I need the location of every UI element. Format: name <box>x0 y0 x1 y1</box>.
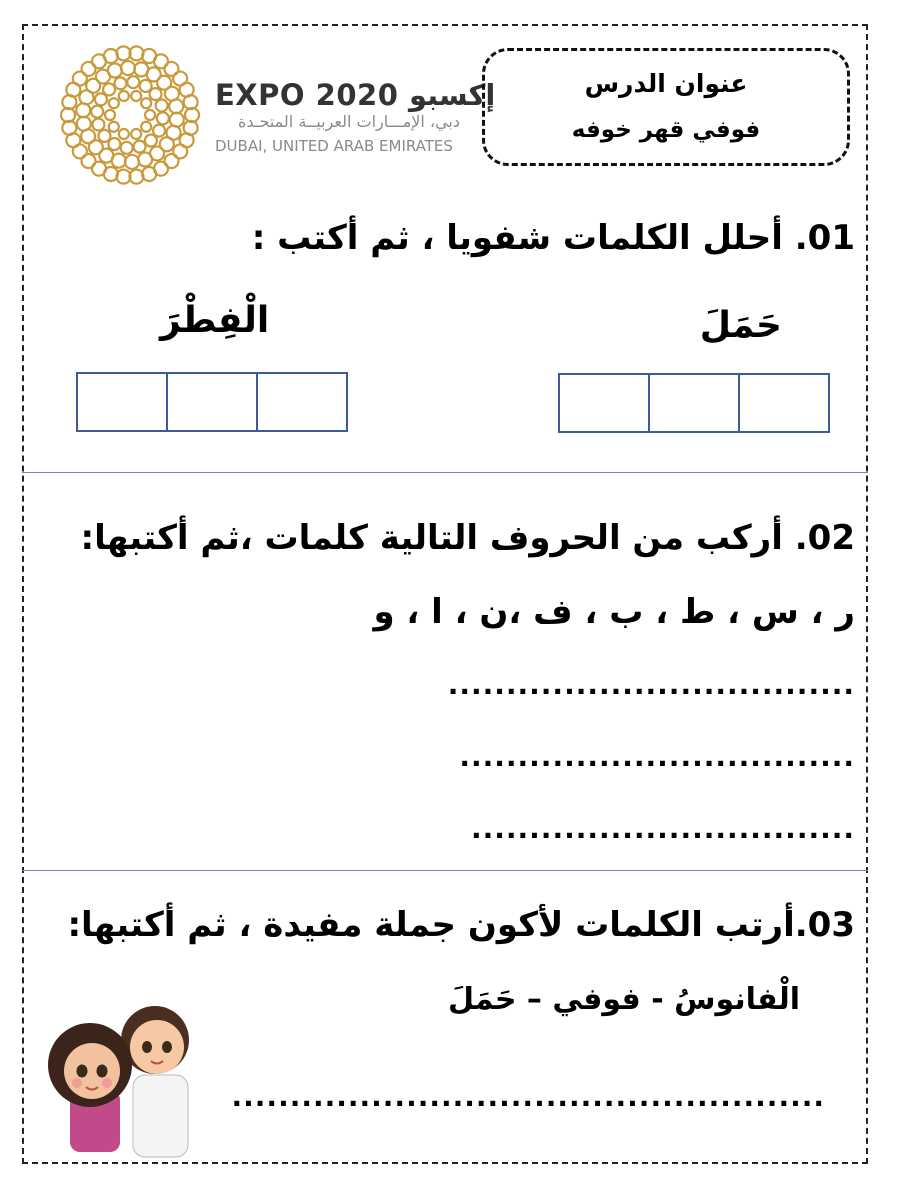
logo-ring-circle <box>141 98 151 108</box>
answer-line[interactable]: ................................................... <box>231 1080 825 1113</box>
expo-subtitle-english: DUBAI, UNITED ARAB EMIRATES <box>215 137 453 155</box>
logo-ring-circle <box>109 98 119 108</box>
logo-ring-circle <box>185 108 199 122</box>
logo-ring-circle <box>103 83 115 95</box>
letter-box[interactable] <box>738 373 830 433</box>
logo-ring-circle <box>91 106 103 118</box>
logo-ring-circle <box>92 119 104 131</box>
expo-logo-icon <box>55 40 205 190</box>
logo-ring-circle <box>98 130 110 142</box>
logo-ring-circle <box>170 113 184 127</box>
logo-ring-circle <box>61 108 75 122</box>
logo-ring-circle <box>184 95 198 109</box>
logo-ring-circle <box>105 110 115 120</box>
logo-ring-circle <box>119 91 129 101</box>
logo-ring-circle <box>121 61 135 75</box>
logo-ring-circle <box>156 99 168 111</box>
words-to-arrange: الْفانوسُ - فوفي – حَمَلَ <box>447 982 800 1017</box>
letter-box[interactable] <box>166 372 258 432</box>
logo-ring-circle <box>145 135 157 147</box>
expo-title: EXPO 2020 إكسبو <box>215 78 496 112</box>
word-alfitr: الْفِطْرَ <box>160 300 270 341</box>
letter-box[interactable] <box>648 373 740 433</box>
logo-ring-circle <box>141 122 151 132</box>
logo-ring-circle <box>169 99 183 113</box>
lesson-title-value: فوفي قهر خوفه <box>571 117 761 143</box>
letter-box[interactable] <box>256 372 348 432</box>
letters-list: ر ، س ، ط ، ب ، ف ،ن ، ا ، و <box>373 592 855 632</box>
logo-ring-circle <box>119 129 129 139</box>
logo-ring-circle <box>150 88 162 100</box>
logo-ring-circle <box>127 76 139 88</box>
logo-ring-circle <box>157 112 169 124</box>
letter-box[interactable] <box>76 372 168 432</box>
logo-ring-circle <box>134 141 146 153</box>
answer-line[interactable]: ................................. <box>470 812 855 845</box>
answer-line[interactable]: ................................... <box>447 668 855 701</box>
letter-boxes-left <box>76 372 348 432</box>
section-divider <box>22 472 868 473</box>
logo-ring-circle <box>109 122 119 132</box>
logo-ring-circle <box>121 142 133 154</box>
logo-ring-circle <box>138 152 152 166</box>
logo-ring-circle <box>145 110 155 120</box>
logo-ring-circle <box>62 121 76 135</box>
logo-ring-circle <box>114 77 126 89</box>
logo-ring-circle <box>131 91 141 101</box>
logo-ring-circle <box>76 103 90 117</box>
expo-subtitle-arabic: دبي، الإمـــارات العربيــة المتحـدة <box>238 112 460 131</box>
letter-boxes-right <box>558 373 830 433</box>
logo-ring-circle <box>108 64 122 78</box>
logo-ring-circle <box>131 129 141 139</box>
word-hamala: حَمَلَ <box>699 305 782 346</box>
section-divider <box>22 870 868 871</box>
children-illustration <box>35 995 235 1165</box>
lesson-title-box <box>482 48 850 166</box>
logo-ring-circle <box>77 117 91 131</box>
question-3-text: 03.أرتب الكلمات لأكون جملة مفيدة ، ثم أكتبها: <box>67 905 855 945</box>
letter-box[interactable] <box>558 373 650 433</box>
logo-ring-circle <box>125 155 139 169</box>
question-2-text: 02. أركب من الحروف التالية كلمات ،ثم أكتبها: <box>80 518 855 558</box>
answer-line[interactable]: .................................. <box>459 740 855 773</box>
question-1-text: 01. أحلل الكلمات شفويا ، ثم أكتب : <box>251 218 855 258</box>
lesson-title-label: عنوان الدرس <box>584 69 748 98</box>
